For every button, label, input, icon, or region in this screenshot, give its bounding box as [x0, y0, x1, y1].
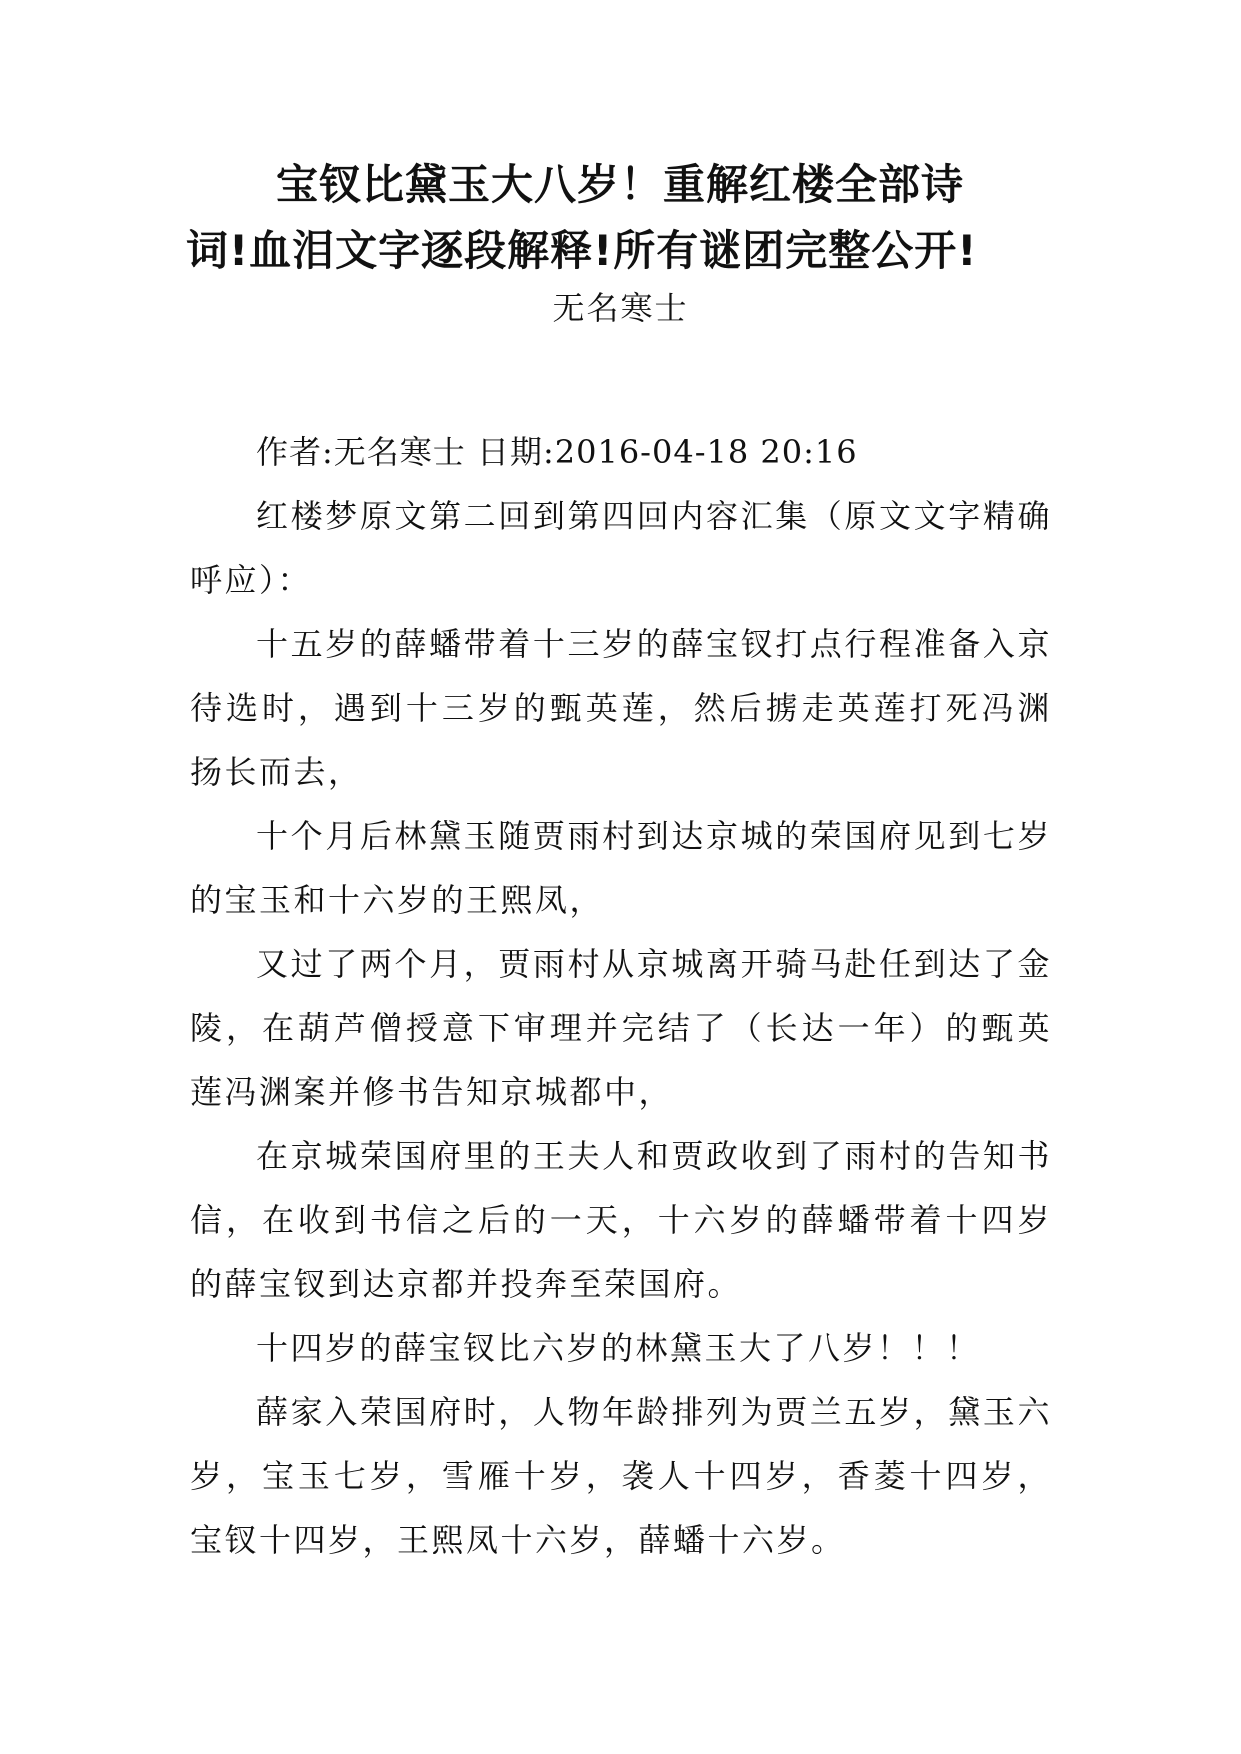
- paragraph: 十五岁的薛蟠带着十三岁的薛宝钗打点行程准备入京待选时，遇到十三岁的甄英莲，然后掳走英莲打死冯渊扬长而去，: [190, 625, 1052, 791]
- title-line-2: 词!血泪文字逐段解释!所有谜团完整公开!: [186, 226, 978, 275]
- paragraph: 又过了两个月，贾雨村从京城离开骑马赴任到达了金陵，在葫芦僧授意下审理并完结了（长达一年）的甄英莲冯渊案并修书告知京城都中，: [190, 945, 1052, 1111]
- author-date-line: 作者:无名寒士 日期:2016-04-18 20:16: [256, 433, 858, 471]
- paragraph: 十个月后林黛玉随贾雨村到达京城的荣国府见到七岁的宝玉和十六岁的王熙凤，: [190, 817, 1052, 919]
- article-body: [190, 420, 1052, 1572]
- paragraph: 十四岁的薛宝钗比六岁的林黛玉大了八岁！！！: [256, 1329, 981, 1367]
- author-name: 无名寒士: [552, 289, 689, 327]
- page-title: [186, 152, 1056, 284]
- title-line-1: 宝钗比黛玉大八岁！重解红楼全部诗: [276, 160, 965, 209]
- paragraph: 薛家入荣国府时，人物年龄排列为贾兰五岁，黛玉六岁，宝玉七岁，雪雁十岁，袭人十四岁，香菱十四岁，宝钗十四岁，王熙凤十六岁，薛蟠十六岁。: [190, 1393, 1052, 1559]
- paragraph: 在京城荣国府里的王夫人和贾政收到了雨村的告知书信，在收到书信之后的一天，十六岁的薛蟠带着十四岁的薛宝钗到达京都并投奔至荣国府。: [190, 1137, 1052, 1303]
- paragraph: 红楼梦原文第二回到第四回内容汇集（原文文字精确呼应）：: [190, 497, 1052, 599]
